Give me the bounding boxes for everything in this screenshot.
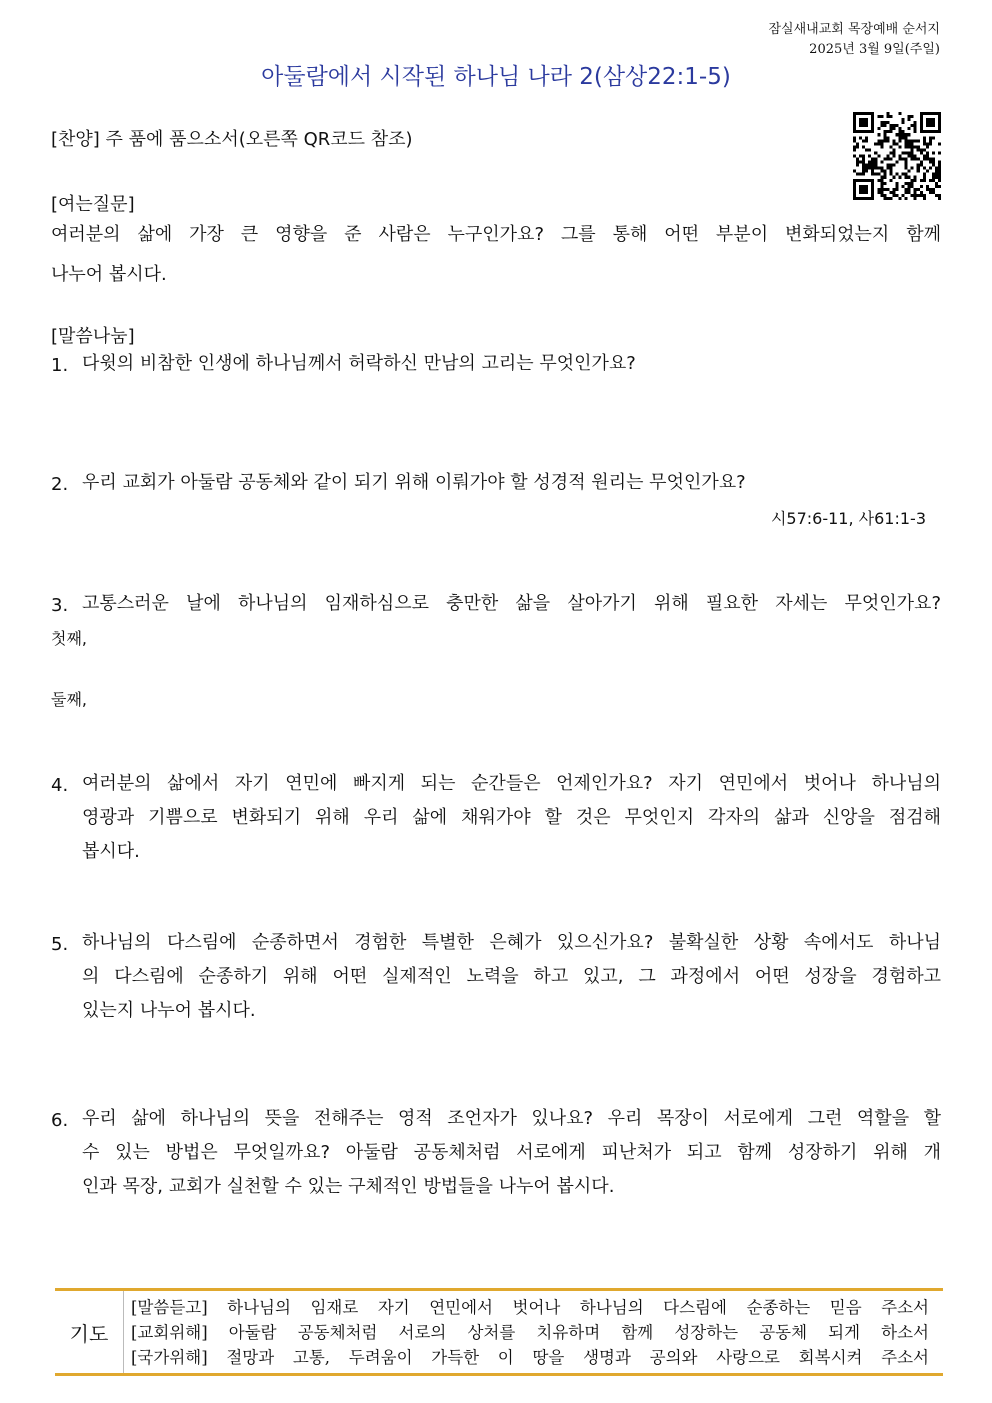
question-5-line-2: 의 다스림에 순종하기 위해 어떤 실제적인 노력을 하고 있고, 그 과정에서 어떤 성장을 경험하고	[82, 966, 941, 987]
question-2-number: 2.	[51, 474, 69, 495]
question-5	[82, 926, 941, 1028]
question-2-line-1: 우리 교회가 아둘람 공동체와 같이 되기 위해 이뤄가야 할 성경적 원리는 무엇인가요?	[82, 472, 746, 493]
hymn-line: [찬양] 주 품에 품으소서(오른쪽 QR코드 참조)	[51, 129, 413, 150]
question-4-line-3: 봅시다.	[82, 841, 140, 862]
church-line: 잠실새내교회 목장예배 순서지	[768, 22, 940, 37]
question-6-line-2: 수 있는 방법은 무엇일까요? 아둘람 공동체처럼 서로에게 피난처가 되고 함께 성장하기 위해 개	[82, 1142, 941, 1163]
question-5-line-3: 있는지 나누어 봅시다.	[82, 1000, 256, 1021]
qr-code-icon[interactable]	[853, 112, 941, 200]
question-5-line-1: 하나님의 다스림에 순종하면서 경험한 특별한 은혜가 있으신가요? 불확실한 상황 속에서도 하나님	[82, 932, 941, 953]
question-5-number: 5.	[51, 934, 69, 955]
prayer-line-nation: [국가위해] 절망과 고통, 두려움이 가득한 이 땅을 생명과 공의와 사랑으로 회복시켜 주소서	[131, 1348, 929, 1367]
question-6-line-1: 우리 삶에 하나님의 뜻을 전해주는 영적 조언자가 있나요? 우리 목장이 서로에게 그런 역할을 할	[82, 1108, 941, 1129]
question-4	[82, 767, 941, 869]
opening-question-line-2: 나누어 봅시다.	[51, 264, 167, 285]
question-6	[82, 1102, 941, 1204]
question-1-line-1: 다윗의 비참한 인생에 하나님께서 허락하신 만남의 고리는 무엇인가요?	[82, 353, 636, 374]
header-meta	[768, 20, 940, 60]
question-4-number: 4.	[51, 775, 69, 796]
question-2-reference: 시57:6-11, 사61:1-3	[770, 509, 926, 528]
question-1	[82, 347, 941, 381]
question-3	[82, 587, 941, 621]
prayer-lines	[131, 1295, 929, 1370]
question-6-line-3: 인과 목장, 교회가 실천할 수 있는 구체적인 방법들을 나누어 봅시다.	[82, 1176, 615, 1197]
question-4-line-1: 여러분의 삶에서 자기 연민에 빠지게 되는 순간들은 언제인가요? 자기 연민에서 벗어나 하나님의	[82, 773, 941, 794]
prayer-line-word: [말씀듣고] 하나님의 임재로 자기 연민에서 벗어나 하나님의 다스림에 순종하는 믿음 주소서	[131, 1298, 929, 1317]
prayer-label: 기도	[55, 1291, 124, 1373]
sharing-heading: [말씀나눔]	[51, 326, 135, 347]
question-1-number: 1.	[51, 355, 69, 376]
date-line: 2025년 3월 9일(주일)	[809, 42, 940, 57]
prayer-line-church: [교회위해] 아둘람 공동체처럼 서로의 상처를 치유하며 함께 성장하는 공동체 되게 하소서	[131, 1323, 929, 1342]
opening-question-line-1: 여러분의 삶에 가장 큰 영향을 준 사람은 누구인가요? 그를 통해 어떤 부분이 변화되었는지 함께	[51, 224, 941, 245]
question-3-number: 3.	[51, 595, 69, 616]
question-6-number: 6.	[51, 1110, 69, 1131]
page-title: 아둘람에서 시작된 하나님 나라 2(삼상22:1-5)	[261, 64, 731, 90]
question-3-second: 둘째,	[51, 690, 87, 709]
question-2	[82, 466, 941, 500]
opening-heading: [여는질문]	[51, 194, 135, 215]
prayer-box	[55, 1288, 943, 1376]
question-3-line-1: 고통스러운 날에 하나님의 임재하심으로 충만한 삶을 살아가기 위해 필요한 자세는 무엇인가요?	[82, 593, 941, 614]
question-3-first: 첫째,	[51, 629, 87, 648]
question-4-line-2: 영광과 기쁨으로 변화되기 위해 우리 삶에 채워가야 할 것은 무엇인지 각자의 삶과 신앙을 점검해	[82, 807, 941, 828]
